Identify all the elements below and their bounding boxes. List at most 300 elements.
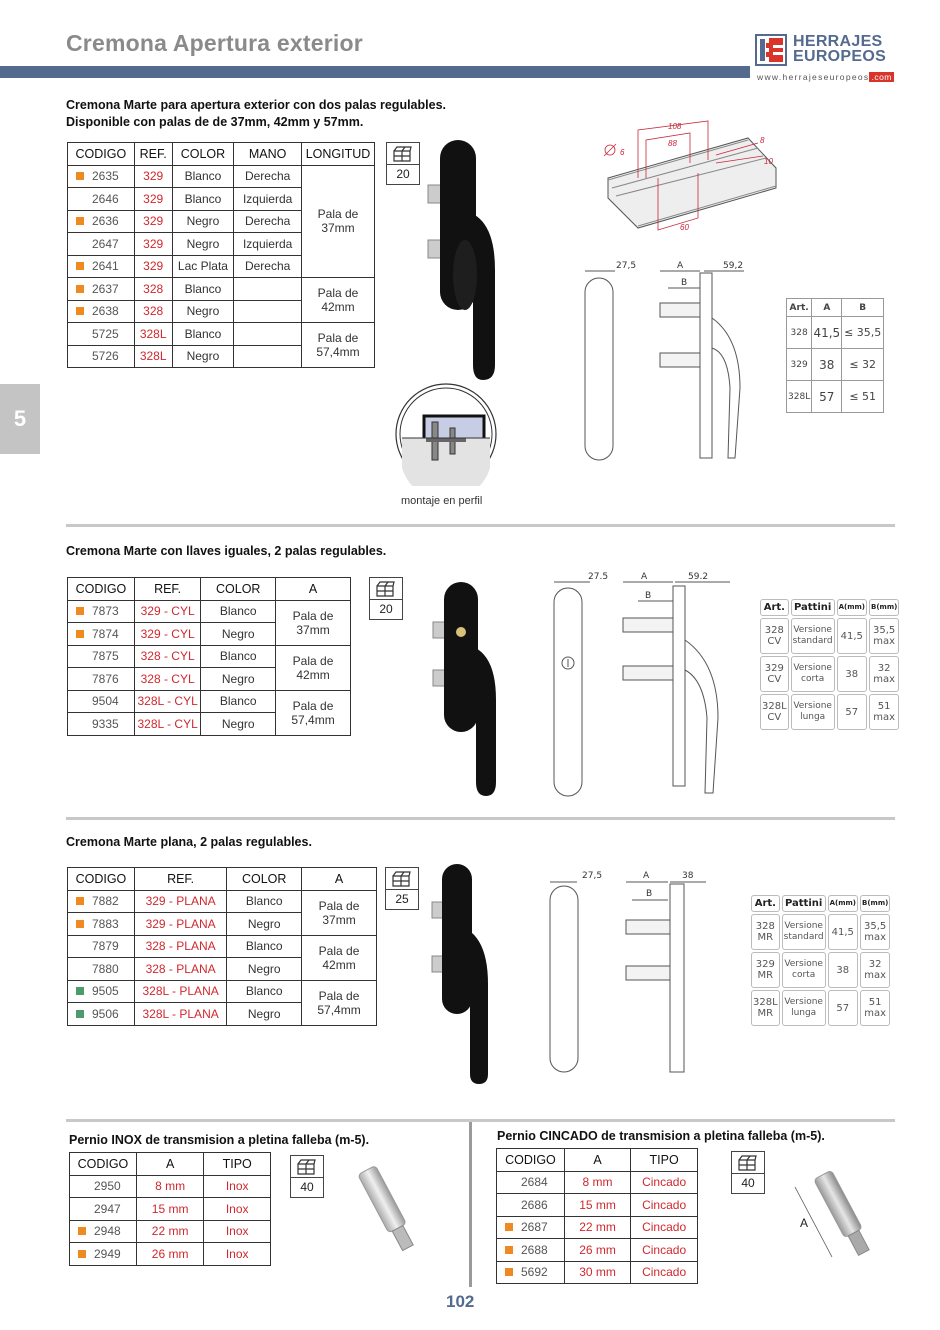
cell-codigo — [68, 913, 135, 936]
section-divider — [66, 524, 895, 527]
brand-line-1: HERRAJES — [793, 33, 883, 50]
cell-ref: 328L — [134, 345, 172, 368]
cell-codigo — [68, 188, 135, 211]
col-a: A — [302, 868, 377, 891]
section2-spec-table — [758, 597, 901, 732]
table-row — [497, 1194, 698, 1217]
stock-indicator-icon — [505, 1201, 513, 1209]
col-a: A — [136, 1153, 204, 1176]
col-codigo: CODIGO — [70, 1153, 137, 1176]
spec-a: 57 — [837, 694, 867, 730]
cell-codigo — [68, 645, 135, 668]
cell-a: Pala de 57,4mm — [276, 690, 351, 735]
table-row — [68, 890, 377, 913]
cell-color: Blanco — [201, 600, 276, 623]
table-row — [497, 1171, 698, 1194]
cell-mano — [234, 278, 302, 301]
table-row — [68, 278, 375, 301]
section3-table — [67, 867, 377, 1026]
codigo-value: 2688 — [521, 1242, 548, 1257]
cell-tipo: Inox — [204, 1175, 271, 1198]
stock-indicator-icon — [76, 630, 84, 638]
spec-art: 328L — [787, 381, 812, 413]
cell-codigo — [70, 1175, 137, 1198]
spec-b: ≤ 51 — [842, 381, 884, 413]
section1-tech-drawing — [580, 258, 780, 463]
cell-ref: 328 — [134, 300, 172, 323]
spec-art: 328L MR — [751, 990, 780, 1026]
codigo-value: 2950 — [94, 1179, 121, 1194]
cell-tipo: Cincado — [631, 1194, 698, 1217]
cell-longitud: Pala de 42mm — [301, 278, 374, 323]
cell-color: Lac Plata — [172, 255, 234, 278]
spec-col-b: B(mm) — [869, 599, 899, 616]
cell-codigo — [68, 255, 135, 278]
col-tipo: TIPO — [631, 1149, 698, 1172]
codigo-value: 2636 — [92, 214, 119, 229]
col-ref: REF. — [134, 143, 172, 166]
spec-pattini: Versione standard — [791, 618, 835, 654]
montaje-detail-image — [394, 382, 498, 486]
codigo-value: 2948 — [94, 1224, 121, 1239]
cell-ref: 329 — [134, 188, 172, 211]
col-a: A — [276, 578, 351, 601]
cell-a: Pala de 37mm — [302, 890, 377, 935]
dim-10: 10 — [764, 157, 773, 166]
cell-ref: 328 - PLANA — [134, 935, 226, 958]
cremona-plana-handle-image — [430, 864, 500, 1086]
stock-indicator-icon — [76, 352, 84, 360]
spec-pattini: Versione lunga — [782, 990, 826, 1026]
cell-codigo — [68, 233, 135, 256]
cell-color: Negro — [227, 1003, 302, 1026]
spec-art: 329 — [787, 349, 812, 381]
cell-ref: 329 — [134, 165, 172, 188]
cell-color: Negro — [201, 623, 276, 646]
brand-url: www.herrajeseuropeos — [757, 72, 870, 82]
spec-a: 38 — [828, 952, 858, 988]
pack-qty: 20 — [396, 167, 410, 181]
cell-codigo — [68, 980, 135, 1003]
stock-indicator-icon — [76, 675, 84, 683]
brand-logo — [755, 34, 940, 88]
pack-qty: 40 — [741, 1176, 755, 1190]
section3-spec-table — [749, 893, 892, 1028]
spec-art: 328 MR — [751, 914, 780, 950]
cell-mano — [234, 323, 302, 346]
stock-indicator-icon — [76, 195, 84, 203]
codigo-value: 2637 — [92, 281, 119, 296]
cell-longitud: Pala de 57,4mm — [301, 323, 374, 368]
section1-title — [66, 97, 446, 131]
spec-col-a: A(mm) — [837, 599, 867, 616]
codigo-value: 7882 — [92, 894, 119, 909]
box-pack-icon — [391, 870, 413, 888]
cell-tipo: Inox — [204, 1243, 271, 1266]
table-header — [68, 868, 377, 891]
spec-col-b: B(mm) — [860, 895, 890, 912]
col-a: A — [564, 1149, 630, 1172]
section4-title: Pernio INOX de transmision a pletina falleba (m-5). — [69, 1133, 370, 1147]
dim-a-label: A — [800, 1216, 809, 1230]
section1-title-line2: Disponible con palas de de 37mm, 42mm y 57mm. — [66, 115, 364, 129]
spec-col-art: Art. — [787, 299, 812, 317]
dim-w2: 59.2 — [688, 572, 709, 582]
stock-indicator-icon — [76, 897, 84, 905]
cell-codigo — [497, 1216, 565, 1239]
cell-mano: Derecha — [234, 210, 302, 233]
dim-108: 108 — [668, 122, 682, 131]
dim-w1: 27,5 — [616, 261, 637, 271]
dim-b: B — [681, 278, 688, 288]
spec-pattini: Versione corta — [791, 656, 835, 692]
cell-codigo — [68, 623, 135, 646]
stock-indicator-icon — [76, 262, 84, 270]
section4-table — [69, 1152, 271, 1266]
stock-indicator-icon — [76, 965, 84, 973]
cell-codigo — [70, 1243, 137, 1266]
cell-ref: 328L — [134, 323, 172, 346]
spec-pattini: Versione standard — [782, 914, 826, 950]
cell-a: Pala de 57,4mm — [302, 980, 377, 1025]
dim-b: B — [646, 889, 653, 899]
cell-color: Negro — [201, 668, 276, 691]
spec-art: 328 CV — [760, 618, 789, 654]
cell-codigo — [68, 278, 135, 301]
box-pack-icon — [392, 145, 414, 163]
spec-art: 329 CV — [760, 656, 789, 692]
spec-b: ≤ 35,5 — [842, 317, 884, 349]
dim-a: A — [641, 572, 648, 582]
cell-ref: 328L - CYL — [134, 690, 201, 713]
section5-pack-box — [731, 1151, 765, 1194]
col-longitud: LONGITUD — [301, 143, 374, 166]
codigo-value: 7883 — [92, 916, 119, 931]
spec-col-art: Art. — [760, 599, 789, 616]
col-tipo: TIPO — [204, 1153, 271, 1176]
section-divider — [66, 1119, 895, 1122]
spec-row — [787, 349, 884, 381]
cell-codigo — [68, 958, 135, 981]
section3-tech-drawing — [540, 862, 740, 1077]
pernio-inox-image — [345, 1162, 435, 1262]
stock-indicator-icon — [76, 307, 84, 315]
stock-indicator-icon — [78, 1250, 86, 1258]
cell-tipo: Cincado — [631, 1216, 698, 1239]
spec-b: 35,5 max — [869, 618, 899, 654]
cell-codigo — [497, 1194, 565, 1217]
dim-60: 60 — [680, 223, 689, 232]
box-pack-icon — [737, 1154, 759, 1172]
codigo-value: 7880 — [92, 961, 119, 976]
cell-a: 15 mm — [564, 1194, 630, 1217]
spec-row — [760, 656, 899, 692]
stock-indicator-icon — [78, 1227, 86, 1235]
page-title: Cremona Apertura exterior — [66, 30, 363, 56]
section2-pack-box — [369, 577, 403, 620]
spec-row — [751, 952, 890, 988]
spec-b: 32 max — [860, 952, 890, 988]
stock-indicator-icon — [76, 987, 84, 995]
page-number: 102 — [446, 1292, 475, 1311]
codigo-value: 2646 — [92, 191, 119, 206]
spec-col-pattini: Pattini — [782, 895, 826, 912]
cell-color: Negro — [172, 300, 234, 323]
section2-table — [67, 577, 351, 736]
col-codigo: CODIGO — [68, 578, 135, 601]
table-row — [68, 165, 375, 188]
spec-b: 51 max — [860, 990, 890, 1026]
col-mano: MANO — [234, 143, 302, 166]
cell-codigo — [70, 1220, 137, 1243]
montaje-caption: montaje en perfil — [401, 495, 483, 507]
spec-b: 35,5 max — [860, 914, 890, 950]
table-row — [68, 600, 351, 623]
codigo-value: 5725 — [92, 326, 119, 341]
cell-ref: 328L - PLANA — [134, 980, 226, 1003]
cell-color: Negro — [172, 233, 234, 256]
profile-drawing — [598, 118, 783, 238]
table-row — [70, 1243, 271, 1266]
spec-a: 57 — [828, 990, 858, 1026]
cell-color: Negro — [201, 713, 276, 736]
col-codigo: CODIGO — [497, 1149, 565, 1172]
cell-a: 15 mm — [136, 1198, 204, 1221]
cell-color: Blanco — [227, 980, 302, 1003]
pack-qty: 20 — [379, 602, 393, 616]
codigo-value: 7873 — [92, 604, 119, 619]
cell-codigo — [497, 1239, 565, 1262]
stock-indicator-icon — [76, 652, 84, 660]
stock-indicator-icon — [76, 330, 84, 338]
cell-ref: 329 — [134, 255, 172, 278]
cell-a: 22 mm — [564, 1216, 630, 1239]
codigo-value: 2687 — [521, 1220, 548, 1235]
spec-row — [751, 990, 890, 1026]
cell-a: 8 mm — [136, 1175, 204, 1198]
cell-tipo: Cincado — [631, 1171, 698, 1194]
spec-a: 41,5 — [828, 914, 858, 950]
cell-color: Blanco — [172, 278, 234, 301]
cell-codigo — [68, 600, 135, 623]
section5-table — [496, 1148, 698, 1284]
codigo-value: 9504 — [92, 694, 119, 709]
cell-codigo — [68, 165, 135, 188]
cell-ref: 328L - CYL — [134, 713, 201, 736]
chapter-tab: 5 — [0, 384, 40, 454]
table-header — [70, 1153, 271, 1176]
pack-qty: 40 — [300, 1180, 314, 1194]
section3-title: Cremona Marte plana, 2 palas regulables. — [66, 835, 312, 849]
cell-mano: Izquierda — [234, 188, 302, 211]
section2-tech-drawing — [548, 568, 748, 800]
col-codigo: CODIGO — [68, 868, 135, 891]
cell-color: Blanco — [201, 690, 276, 713]
column-separator — [469, 1122, 472, 1287]
codigo-value: 7879 — [92, 939, 119, 954]
stock-indicator-icon — [505, 1223, 513, 1231]
section5-title: Pernio CINCADO de transmision a pletina falleba (m-5). — [497, 1129, 825, 1143]
stock-indicator-icon — [76, 285, 84, 293]
table-row — [68, 980, 377, 1003]
cell-codigo — [68, 690, 135, 713]
spec-b: ≤ 32 — [842, 349, 884, 381]
codigo-value: 7875 — [92, 649, 119, 664]
spec-a: 38 — [812, 349, 842, 381]
cell-mano: Izquierda — [234, 233, 302, 256]
codigo-value: 2641 — [92, 259, 119, 274]
spec-a: 57 — [812, 381, 842, 413]
stock-indicator-icon — [76, 217, 84, 225]
cell-tipo: Inox — [204, 1220, 271, 1243]
cell-a: 22 mm — [136, 1220, 204, 1243]
dim-w1: 27,5 — [582, 871, 603, 881]
spec-b: 51 max — [869, 694, 899, 730]
col-color: COLOR — [227, 868, 302, 891]
table-row — [70, 1175, 271, 1198]
cell-ref: 329 - CYL — [134, 600, 201, 623]
cell-codigo — [68, 890, 135, 913]
stock-indicator-icon — [76, 607, 84, 615]
spec-row — [751, 914, 890, 950]
cell-codigo — [68, 300, 135, 323]
logo-mark-icon — [755, 34, 787, 66]
table-row — [68, 935, 377, 958]
col-ref: REF. — [134, 578, 201, 601]
spec-b: 32 max — [869, 656, 899, 692]
spec-col-b: B — [842, 299, 884, 317]
cell-tipo: Cincado — [631, 1261, 698, 1284]
cell-ref: 329 — [134, 233, 172, 256]
cremona-key-handle-image — [430, 582, 510, 800]
table-row — [68, 645, 351, 668]
cell-mano — [234, 300, 302, 323]
box-pack-icon — [375, 580, 397, 598]
dim-8: 8 — [760, 136, 765, 145]
codigo-value: 2684 — [521, 1175, 548, 1190]
spec-art: 328L CV — [760, 694, 789, 730]
cell-color: Negro — [172, 210, 234, 233]
spec-row — [760, 694, 899, 730]
cell-codigo — [68, 323, 135, 346]
cell-mano: Derecha — [234, 255, 302, 278]
cell-codigo — [68, 713, 135, 736]
cell-codigo — [497, 1171, 565, 1194]
stock-indicator-icon — [505, 1246, 513, 1254]
codigo-value: 2635 — [92, 169, 119, 184]
table-row — [70, 1220, 271, 1243]
codigo-value: 5692 — [521, 1265, 548, 1280]
codigo-value: 9335 — [92, 716, 119, 731]
section3-pack-box — [385, 867, 419, 910]
table-row — [68, 690, 351, 713]
brand-line-2: EUROPEOS — [793, 48, 887, 65]
spec-col-a: A — [812, 299, 842, 317]
codigo-value: 9505 — [92, 984, 119, 999]
dim-a: A — [677, 261, 684, 271]
cell-color: Blanco — [201, 645, 276, 668]
cell-ref: 329 — [134, 210, 172, 233]
pack-qty: 25 — [395, 892, 409, 906]
col-color: COLOR — [201, 578, 276, 601]
codigo-value: 2947 — [94, 1201, 121, 1216]
brand-tld: .com — [871, 72, 892, 82]
pernio-cincado-image — [790, 1165, 890, 1270]
spec-a: 41,5 — [812, 317, 842, 349]
spec-art: 329 MR — [751, 952, 780, 988]
cell-mano: Derecha — [234, 165, 302, 188]
spec-col-a: A(mm) — [828, 895, 858, 912]
section1-title-line1: Cremona Marte para apertura exterior con dos palas regulables. — [66, 98, 446, 112]
table-header — [68, 143, 375, 166]
cell-ref: 328 - CYL — [134, 645, 201, 668]
cell-codigo — [68, 935, 135, 958]
stock-indicator-icon — [76, 240, 84, 248]
cell-codigo — [68, 1003, 135, 1026]
section1-table — [67, 142, 375, 368]
section-divider — [66, 817, 895, 820]
cell-ref: 328 - PLANA — [134, 958, 226, 981]
table-row — [497, 1239, 698, 1262]
cell-color: Negro — [172, 345, 234, 368]
cell-ref: 329 - PLANA — [134, 890, 226, 913]
table-header — [68, 578, 351, 601]
dim-w1: 27.5 — [588, 572, 609, 582]
codigo-value: 2949 — [94, 1246, 121, 1261]
codigo-value: 9506 — [92, 1006, 119, 1021]
box-pack-icon — [296, 1158, 318, 1176]
codigo-value: 2638 — [92, 304, 119, 319]
spec-row — [787, 317, 884, 349]
cell-ref: 329 - PLANA — [134, 913, 226, 936]
cell-color: Blanco — [227, 935, 302, 958]
cell-a: 30 mm — [564, 1261, 630, 1284]
cell-color: Negro — [227, 958, 302, 981]
dim-w2: 59,2 — [723, 261, 744, 271]
cell-ref: 328L - PLANA — [134, 1003, 226, 1026]
section1-pack-box — [386, 142, 420, 185]
cell-a: Pala de 37mm — [276, 600, 351, 645]
cell-color: Blanco — [172, 323, 234, 346]
dim-diam: 6 — [620, 148, 625, 157]
cell-mano — [234, 345, 302, 368]
stock-indicator-icon — [505, 1178, 513, 1186]
spec-pattini: Versione lunga — [791, 694, 835, 730]
stock-indicator-icon — [76, 942, 84, 950]
section4-pack-box — [290, 1155, 324, 1198]
cell-a: 26 mm — [136, 1243, 204, 1266]
cell-color: Blanco — [172, 165, 234, 188]
spec-art: 328 — [787, 317, 812, 349]
cell-a: 8 mm — [564, 1171, 630, 1194]
cell-a: Pala de 42mm — [276, 645, 351, 690]
stock-indicator-icon — [76, 720, 84, 728]
cell-a: 26 mm — [564, 1239, 630, 1262]
codigo-value: 7874 — [92, 626, 119, 641]
dim-w2: 38 — [682, 871, 694, 881]
cell-codigo — [70, 1198, 137, 1221]
codigo-value: 7876 — [92, 671, 119, 686]
cell-color: Negro — [227, 913, 302, 936]
col-ref: REF. — [134, 868, 226, 891]
stock-indicator-icon — [76, 172, 84, 180]
cremona-handle-image — [425, 140, 505, 385]
spec-a: 41,5 — [837, 618, 867, 654]
spec-col-art: Art. — [751, 895, 780, 912]
title-bar — [0, 66, 750, 78]
codigo-value: 2647 — [92, 236, 119, 251]
cell-a: Pala de 42mm — [302, 935, 377, 980]
